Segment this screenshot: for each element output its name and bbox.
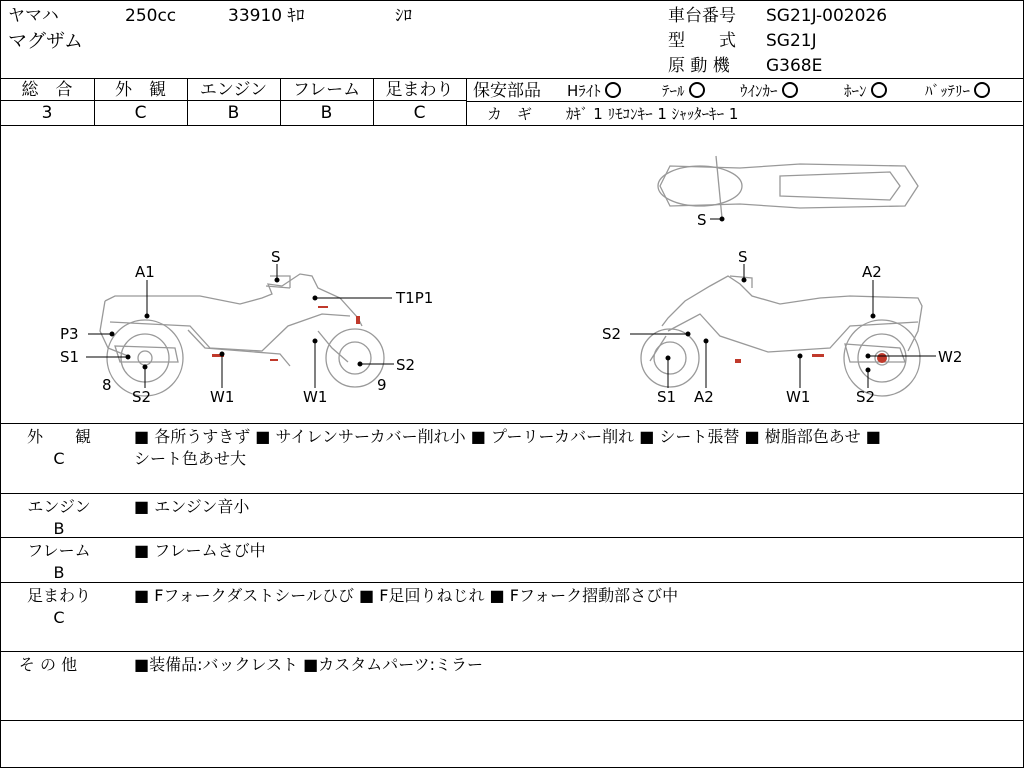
grade-label-exterior: 外 観 bbox=[115, 80, 166, 100]
section-label-frame: フレーム B bbox=[27, 541, 91, 582]
type-label: 型 式 bbox=[668, 31, 736, 51]
safety-item-tail: ﾃｰﾙ bbox=[662, 81, 705, 101]
section-text-frame: ■ フレームさび中 bbox=[134, 541, 266, 560]
section-text-suspension: ■ Fフォークダストシールひび ■ F足回りねじれ ■ Fフォーク摺動部さび中 bbox=[134, 586, 679, 605]
label-a1: A1 bbox=[135, 263, 155, 281]
divider bbox=[0, 100, 466, 101]
label-9: 9 bbox=[377, 376, 387, 394]
section-text-engine: ■ エンジン音小 bbox=[134, 497, 250, 516]
key-label: カ ギ bbox=[487, 105, 533, 123]
grade-label-suspension: 足まわり bbox=[385, 80, 454, 100]
safety-item-winker: ｳｲﾝｶｰ bbox=[740, 81, 798, 101]
divider bbox=[0, 423, 1024, 424]
label-w1: W1 bbox=[303, 388, 328, 406]
section-text-other: ■装備品:バックレスト ■カスタムパーツ:ミラー bbox=[134, 655, 483, 674]
safety-item-headlight: Hﾗｲﾄ bbox=[567, 81, 621, 101]
section-label-exterior: 外 観 C bbox=[26, 427, 91, 468]
engine-value: G368E bbox=[766, 56, 823, 76]
damage-diagram bbox=[0, 126, 1024, 423]
label-s1: S1 bbox=[657, 388, 677, 406]
left-scooter-outline bbox=[100, 274, 384, 396]
section-text-exterior: ■ 各所うすきず ■ サイレンサーカバー削れ小 ■ プーリーカバー削れ ■ シート張替 ■ 樹脂部色あせ ■ シート色あせ大 bbox=[134, 427, 881, 468]
grade-value-suspension: C bbox=[413, 103, 426, 123]
divider bbox=[0, 651, 1024, 652]
label-p3: P3 bbox=[60, 325, 79, 343]
ok-circle-icon bbox=[605, 82, 621, 98]
displacement: 250cc bbox=[125, 6, 177, 26]
color: ｼﾛ bbox=[395, 6, 412, 26]
ok-circle-icon bbox=[974, 82, 990, 98]
label-a2: A2 bbox=[862, 263, 882, 281]
safety-item-horn: ﾎｰﾝ bbox=[844, 81, 887, 101]
type-value: SG21J bbox=[766, 31, 817, 51]
label-s2: S2 bbox=[856, 388, 876, 406]
label-w2: W2 bbox=[938, 348, 963, 366]
ok-circle-icon bbox=[689, 82, 705, 98]
diagram-labels bbox=[60, 211, 962, 406]
safety-label: 保安部品 bbox=[473, 81, 541, 101]
maker: ヤマハ bbox=[8, 6, 59, 26]
ok-circle-icon bbox=[782, 82, 798, 98]
frame-no-label: 車台番号 bbox=[668, 6, 736, 26]
section-label-other: そ の 他 bbox=[18, 655, 78, 674]
damage-marks bbox=[212, 306, 887, 363]
frame-no: SG21J-002026 bbox=[766, 6, 888, 26]
divider bbox=[0, 720, 1024, 721]
label-8: 8 bbox=[102, 376, 112, 394]
label-s: S bbox=[271, 248, 281, 266]
label-w1: W1 bbox=[210, 388, 235, 406]
mileage: 33910 ｷﾛ bbox=[228, 6, 305, 26]
divider bbox=[466, 78, 467, 125]
grade-value-engine: B bbox=[227, 103, 240, 123]
right-scooter-outline bbox=[641, 276, 922, 396]
divider bbox=[0, 537, 1024, 538]
label-t1p1: T1P1 bbox=[396, 289, 434, 307]
engine-label: 原 動 機 bbox=[668, 56, 730, 76]
section-label-suspension: 足まわり C bbox=[26, 586, 91, 627]
label-w1: W1 bbox=[786, 388, 811, 406]
ok-circle-icon bbox=[871, 82, 887, 98]
label-s2: S2 bbox=[396, 356, 416, 374]
leader-lines bbox=[86, 217, 936, 388]
divider bbox=[0, 493, 1024, 494]
label-s1: S1 bbox=[60, 348, 80, 366]
label-a2: A2 bbox=[694, 388, 714, 406]
grade-value-exterior: C bbox=[134, 103, 147, 123]
label-s2: S2 bbox=[132, 388, 152, 406]
model-name: マグザム bbox=[8, 30, 84, 52]
grade-label-frame: フレーム bbox=[292, 80, 361, 100]
section-label-engine: エンジン B bbox=[27, 497, 91, 538]
label-s-top: S bbox=[697, 211, 707, 229]
divider bbox=[0, 582, 1024, 583]
grade-label-total: 総 合 bbox=[21, 80, 73, 100]
label-s: S bbox=[738, 248, 748, 266]
label-s2: S2 bbox=[602, 325, 622, 343]
safety-item-battery: ﾊﾞｯﾃﾘｰ bbox=[925, 81, 990, 101]
grade-value-total: 3 bbox=[41, 103, 53, 123]
key-value: ｶｷﾞ 1 ﾘﾓｺﾝｷｰ 1 ｼｬｯﾀｰｷｰ 1 bbox=[566, 105, 739, 123]
grade-label-engine: エンジン bbox=[199, 80, 268, 100]
divider bbox=[466, 101, 1022, 102]
divider bbox=[0, 78, 1024, 79]
grade-value-frame: B bbox=[320, 103, 333, 123]
top-scooter-outline bbox=[658, 156, 918, 218]
